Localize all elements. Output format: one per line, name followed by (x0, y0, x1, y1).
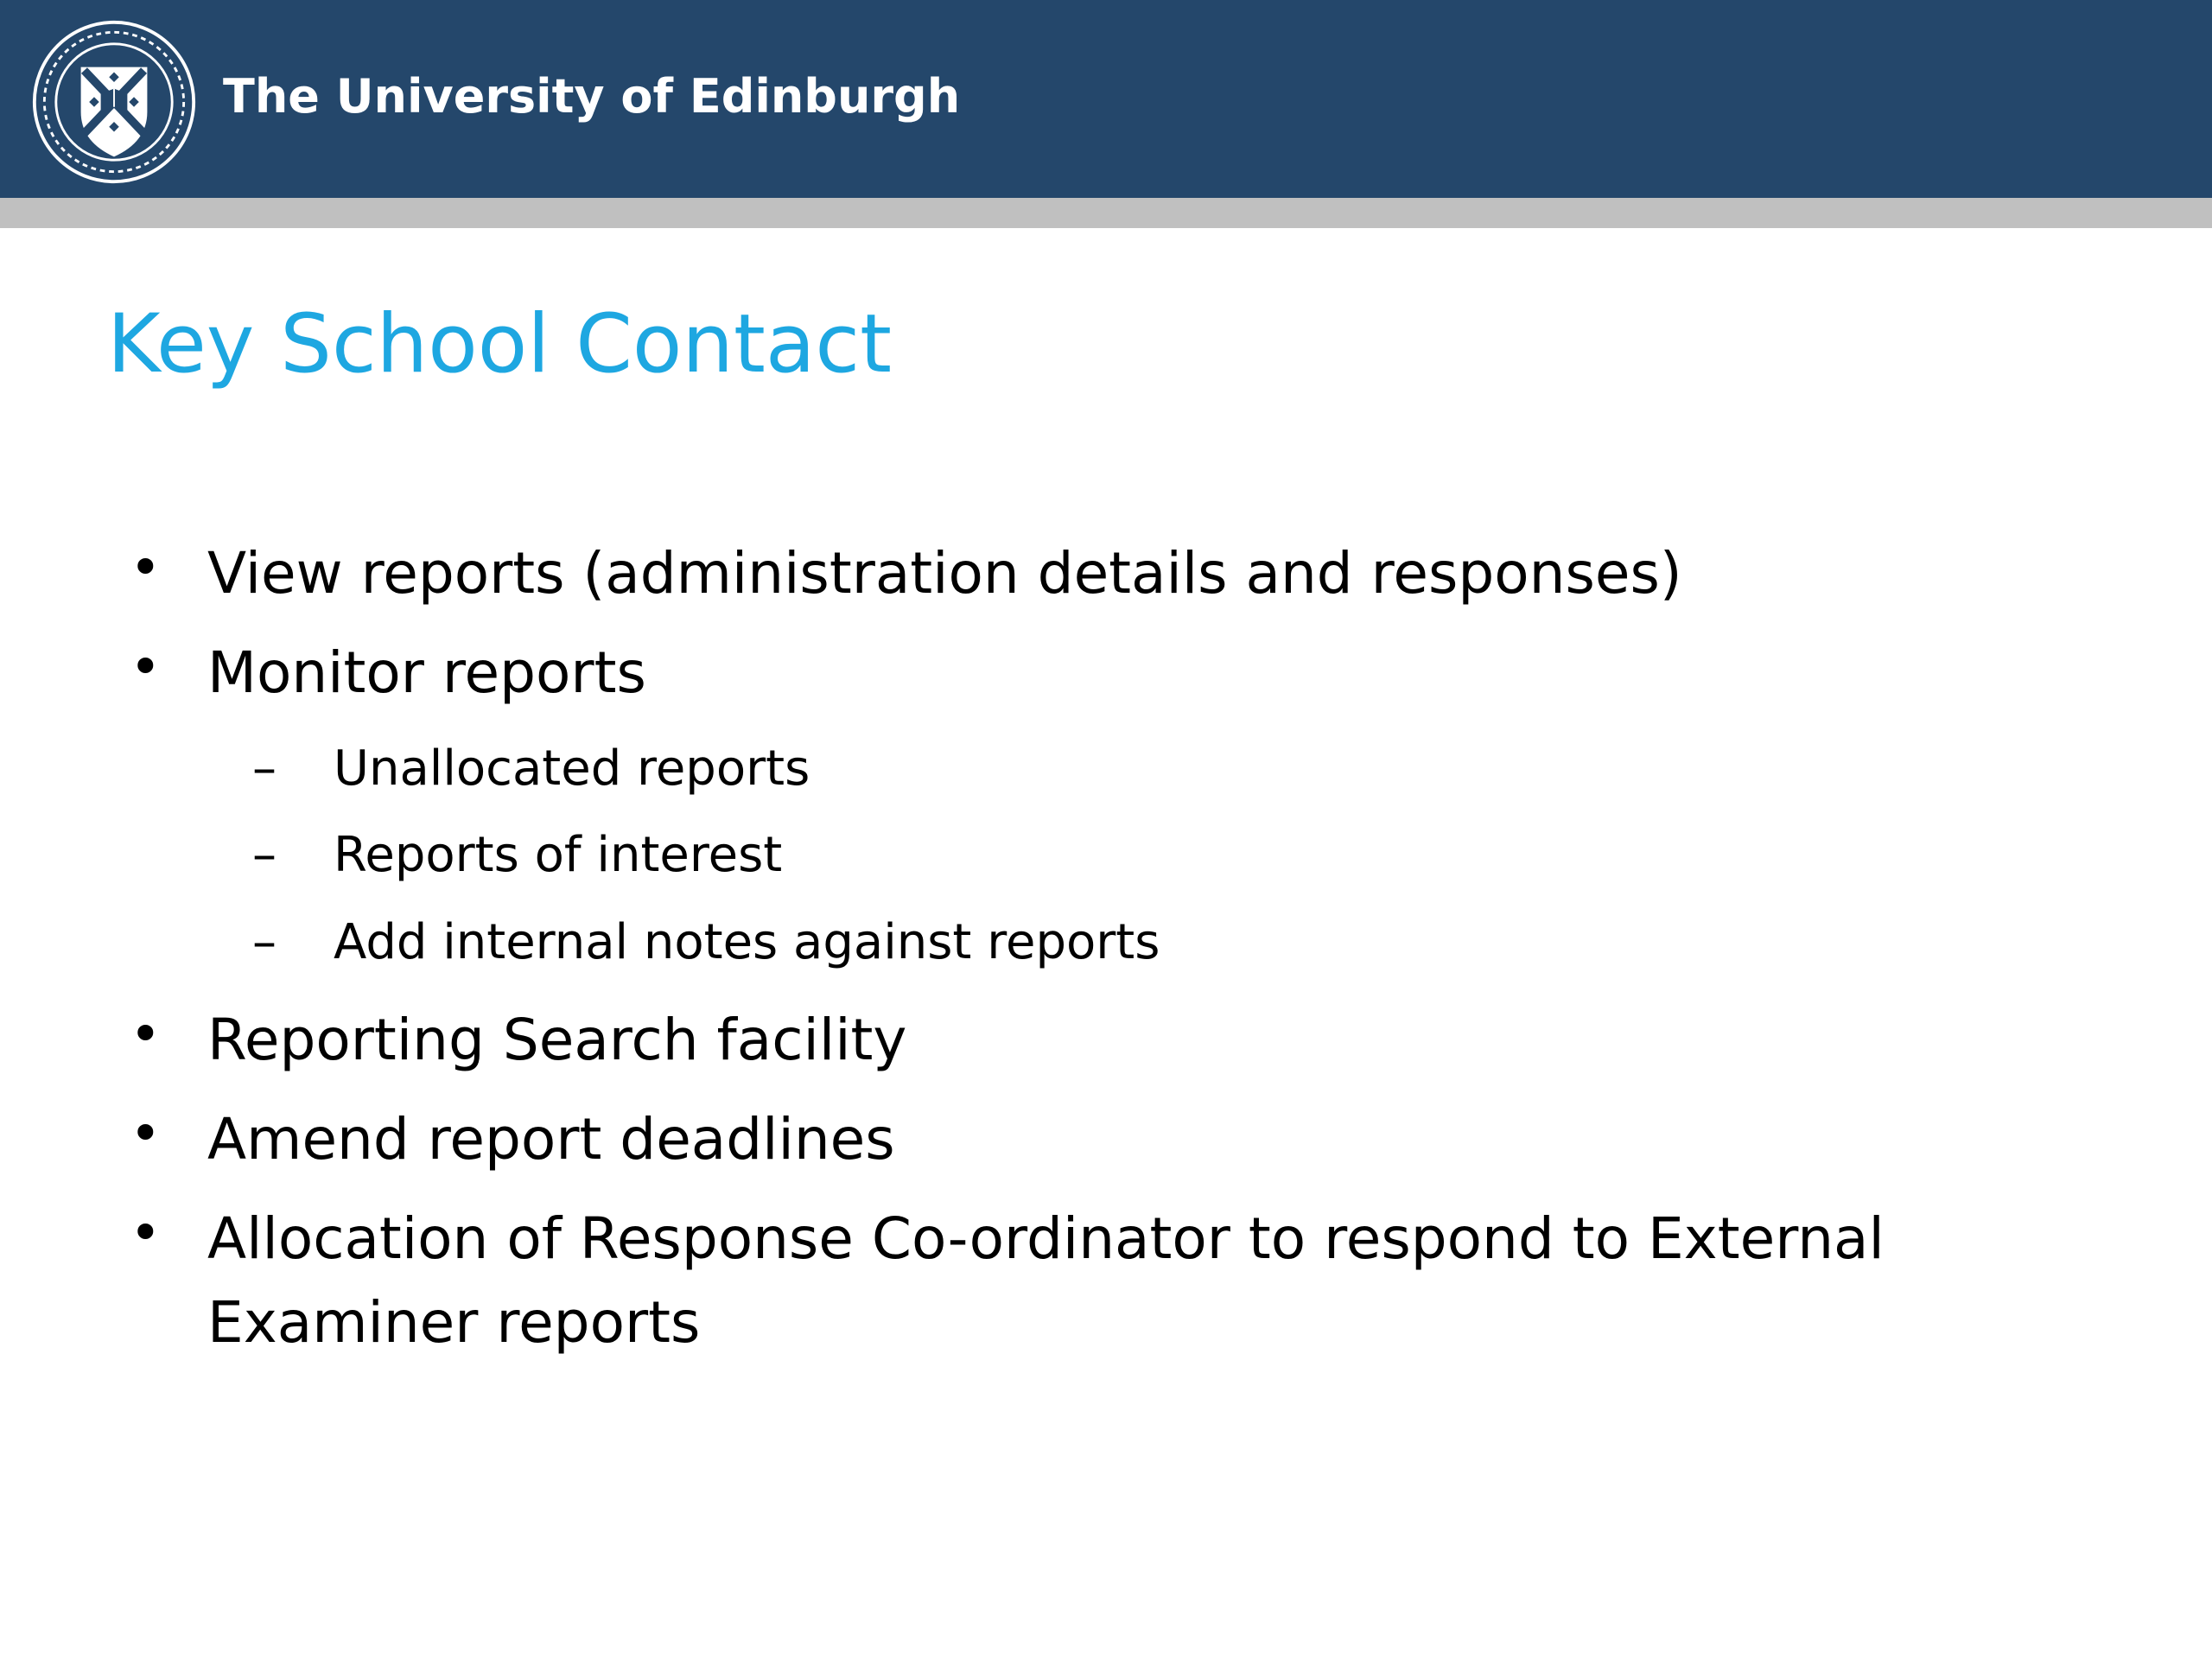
slide-title: Key School Contact (107, 297, 892, 391)
bullet-marker: • (130, 1102, 162, 1165)
header-stripe (0, 198, 2212, 228)
bullet-text: View reports (administration details and responses) (207, 540, 1682, 607)
dash-marker: – (252, 741, 276, 797)
bullet-marker: • (130, 635, 162, 698)
dash-marker: – (252, 827, 276, 883)
bullet-text: Allocation of Response Co-ordinator to respond to External Examiner reports (207, 1205, 1885, 1356)
bullet-text: Amend report deadlines (207, 1106, 895, 1173)
sub-bullet-text: Reports of interest (334, 827, 783, 883)
bullet-text: Reporting Search facility (207, 1007, 907, 1073)
dash-marker: – (252, 914, 276, 970)
sub-bullet-text: Unallocated reports (334, 741, 810, 797)
bullet-marker: • (130, 1002, 162, 1065)
university-crest-icon (31, 19, 197, 185)
bullet-marker: • (130, 1201, 162, 1264)
sub-bullet-text: Add internal notes against reports (334, 914, 1160, 970)
bullet-marker: • (130, 536, 162, 599)
institution-name: The University of Edinburgh (223, 69, 961, 124)
bullet-text: Monitor reports (207, 639, 646, 706)
